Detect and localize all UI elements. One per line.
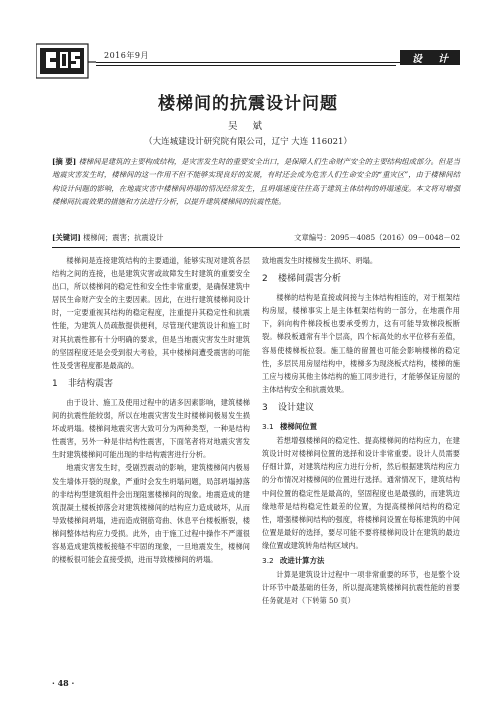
subsection-3-2-number: 3.2 [262, 555, 274, 565]
right-column [262, 254, 460, 607]
section-tag [400, 50, 460, 65]
section-tag-char-2: 计 [438, 54, 448, 65]
intro-paragraph: 楼梯间是连接建筑结构的主要通道，能够实现对建筑各层结构之间的连接，也是建筑灾害或故障发生时建筑的重要安全出口，所以楼梯间的稳定性和安全性非常重要，是确保建筑中居民生命财产安全的主要因素。因此，在进行建筑楼梯间设计时，一定要重视其结构的稳定程度，注重提升其稳定性和抗震性能，为建筑人员疏散提供便利，尽管现代建筑设计和施工时对其抗震性都有十分明确的要求，但是当地震灾害发生时建筑的坚固程度还是会受到很大考验，其中楼梯间遭受震害的可能性及受害程度都是最高的。 [52, 256, 250, 370]
abstract-rule [52, 247, 460, 248]
keywords-label: [关键词] [52, 233, 81, 242]
subsection-3-2-heading [262, 554, 460, 567]
section-1-paragraph-2: 地震灾害发生时，受剧烈震动的影响，建筑楼梯间内极易发生墙体开裂的现象，严重时会发生坍塌问题，局部坍塌掉落的非结构型建筑组件会出现阻塞楼梯间的现象。地震造成的建筑混凝土楼板掉落会对建筑楼梯间的结构应力造成破坏，从而导致楼梯间坍塌，进而造成钢筋弯曲、休息平台楼板断裂，楼梯间整体结构应力受损。此外，由于施工过程中操作不严谨很容易造成建筑楼板接缝不牢固的现象，一旦地震发生，楼梯间的楼板很可能会直接受损，进而导致楼梯间的坍塌。 [52, 463, 250, 565]
keywords-row [52, 233, 460, 243]
abstract-text: 楼梯间是建筑的主要构成结构，是灾害发生时的重要安全出口，是保障人们生命财产安全的主要结构组成部分。但是当地震灾害发生时，楼梯间的这一作用不但不能够实现良好的发展，有时还会成为危害人们生命安全的“重灾区”，由于楼梯间结构设计问题的影响，在地震灾害中楼梯间坍塌的情况经常发生，且坍塌速度往往高于建筑主体结构的坍塌速度。本文将对增强楼梯间抗震效果的措施和方法进行分析，以提升建筑楼梯间的抗震性能。 [52, 157, 460, 207]
article-author: 吴 斌 [227, 121, 269, 132]
section-1-heading [52, 378, 250, 391]
journal-logo-icon [36, 42, 96, 82]
header-rule-thin [96, 65, 396, 66]
section-tag-char-1: 设 [412, 54, 422, 65]
section-3-title: 设计建议 [278, 402, 315, 413]
section-1-title: 非结构震害 [68, 378, 114, 389]
subsection-3-1-heading [262, 420, 460, 433]
left-column [52, 254, 250, 566]
section-1-paragraph-1: 由于设计、施工及使用过程中的诸多因素影响，建筑楼梯间的抗震性能较弱，所以在地震灾害发生时楼梯间极易发生损坏或坍塌。楼梯间地震灾害大致可分为两种类型，一种是结构性震害，另外一种是非结构性震害，下面笔者将对地震灾害发生时建筑楼梯间可能出现的非结构震害进行分析。 [52, 397, 250, 460]
continued-paragraph: 致地震发生时楼梯发生损坏、坍塌。 [262, 256, 378, 265]
section-2-title: 楼梯间震害分析 [278, 274, 342, 285]
subsection-3-2-title: 改进计算方法 [280, 555, 325, 565]
subsection-3-1-number: 3.1 [262, 422, 274, 432]
abstract [52, 155, 460, 209]
section-3-heading [262, 402, 460, 415]
subsection-3-1-title: 楼梯间位置 [280, 422, 317, 432]
page-number: · 48 · [52, 678, 75, 688]
section-2-paragraph: 楼梯的结构是直接或间接与主体结构相连的，对于框架结构房屋，楼梯事实上是主体框架结构的一部分，在地震作用下，斜向构件梯段板也要承受剪力，这有可能导致梯段板断裂。梯段板通常有半个层高，四个标高处的水平位移有差值，容易使楼梯板拉裂。施工缝的留置也可能会影响楼梯的稳定性，多层民用房屋结构中，楼梯多为现浇板式结构，楼梯的施工应与楼房其他主体结构的施工同步进行，才能够保证房屋的主体结构安全和抗震效果。 [262, 293, 460, 394]
author-affiliation: （大连城建设计研究院有限公司，辽宁 大连 116021） [144, 137, 352, 147]
article-title: 楼梯间的抗震设计问题 [158, 94, 338, 114]
subsection-3-1-paragraph: 若想增强楼梯间的稳定性、提高楼梯间的结构应力，在建筑设计时对楼梯间位置的选择和设计非常重要。设计人员需要仔细计算，对建筑结构应力进行分析，然后根据建筑结构应力的分布情况对楼梯间的位置进行选择。通常情况下，建筑结构中间位置的稳定性是最高的，坚固程度也是最强的，而建筑边缘地带是结构稳定性最差的位置，为提高楼梯间结构的稳定性，增强楼梯间结构的强度，将楼梯间设置在每栋建筑的中间位置是最好的选择，要尽可能不要将楼梯间设计在建筑的最边缘位置或建筑转角结构区域内。 [262, 436, 460, 550]
subsection-3-2-paragraph: 计算是建筑设计过程中一项非常重要的环节，也是整个设计环节中最基础的任务，所以提高建筑楼梯间抗震性能的首要任务就是对（下转第 50 页） [262, 570, 460, 606]
issue-date: 2016年9月 [104, 51, 149, 60]
keywords [52, 233, 163, 243]
abstract-label: [摘 要] [52, 157, 77, 166]
section-2-number: 2 [262, 274, 268, 285]
section-1-number: 1 [52, 378, 58, 389]
article-number: 文章编号：2095－4085（2016）09－0048－02 [294, 233, 460, 242]
section-3-number: 3 [262, 402, 268, 413]
keywords-text: 楼梯间；震害；抗震设计 [83, 233, 164, 242]
section-2-heading [262, 273, 460, 286]
